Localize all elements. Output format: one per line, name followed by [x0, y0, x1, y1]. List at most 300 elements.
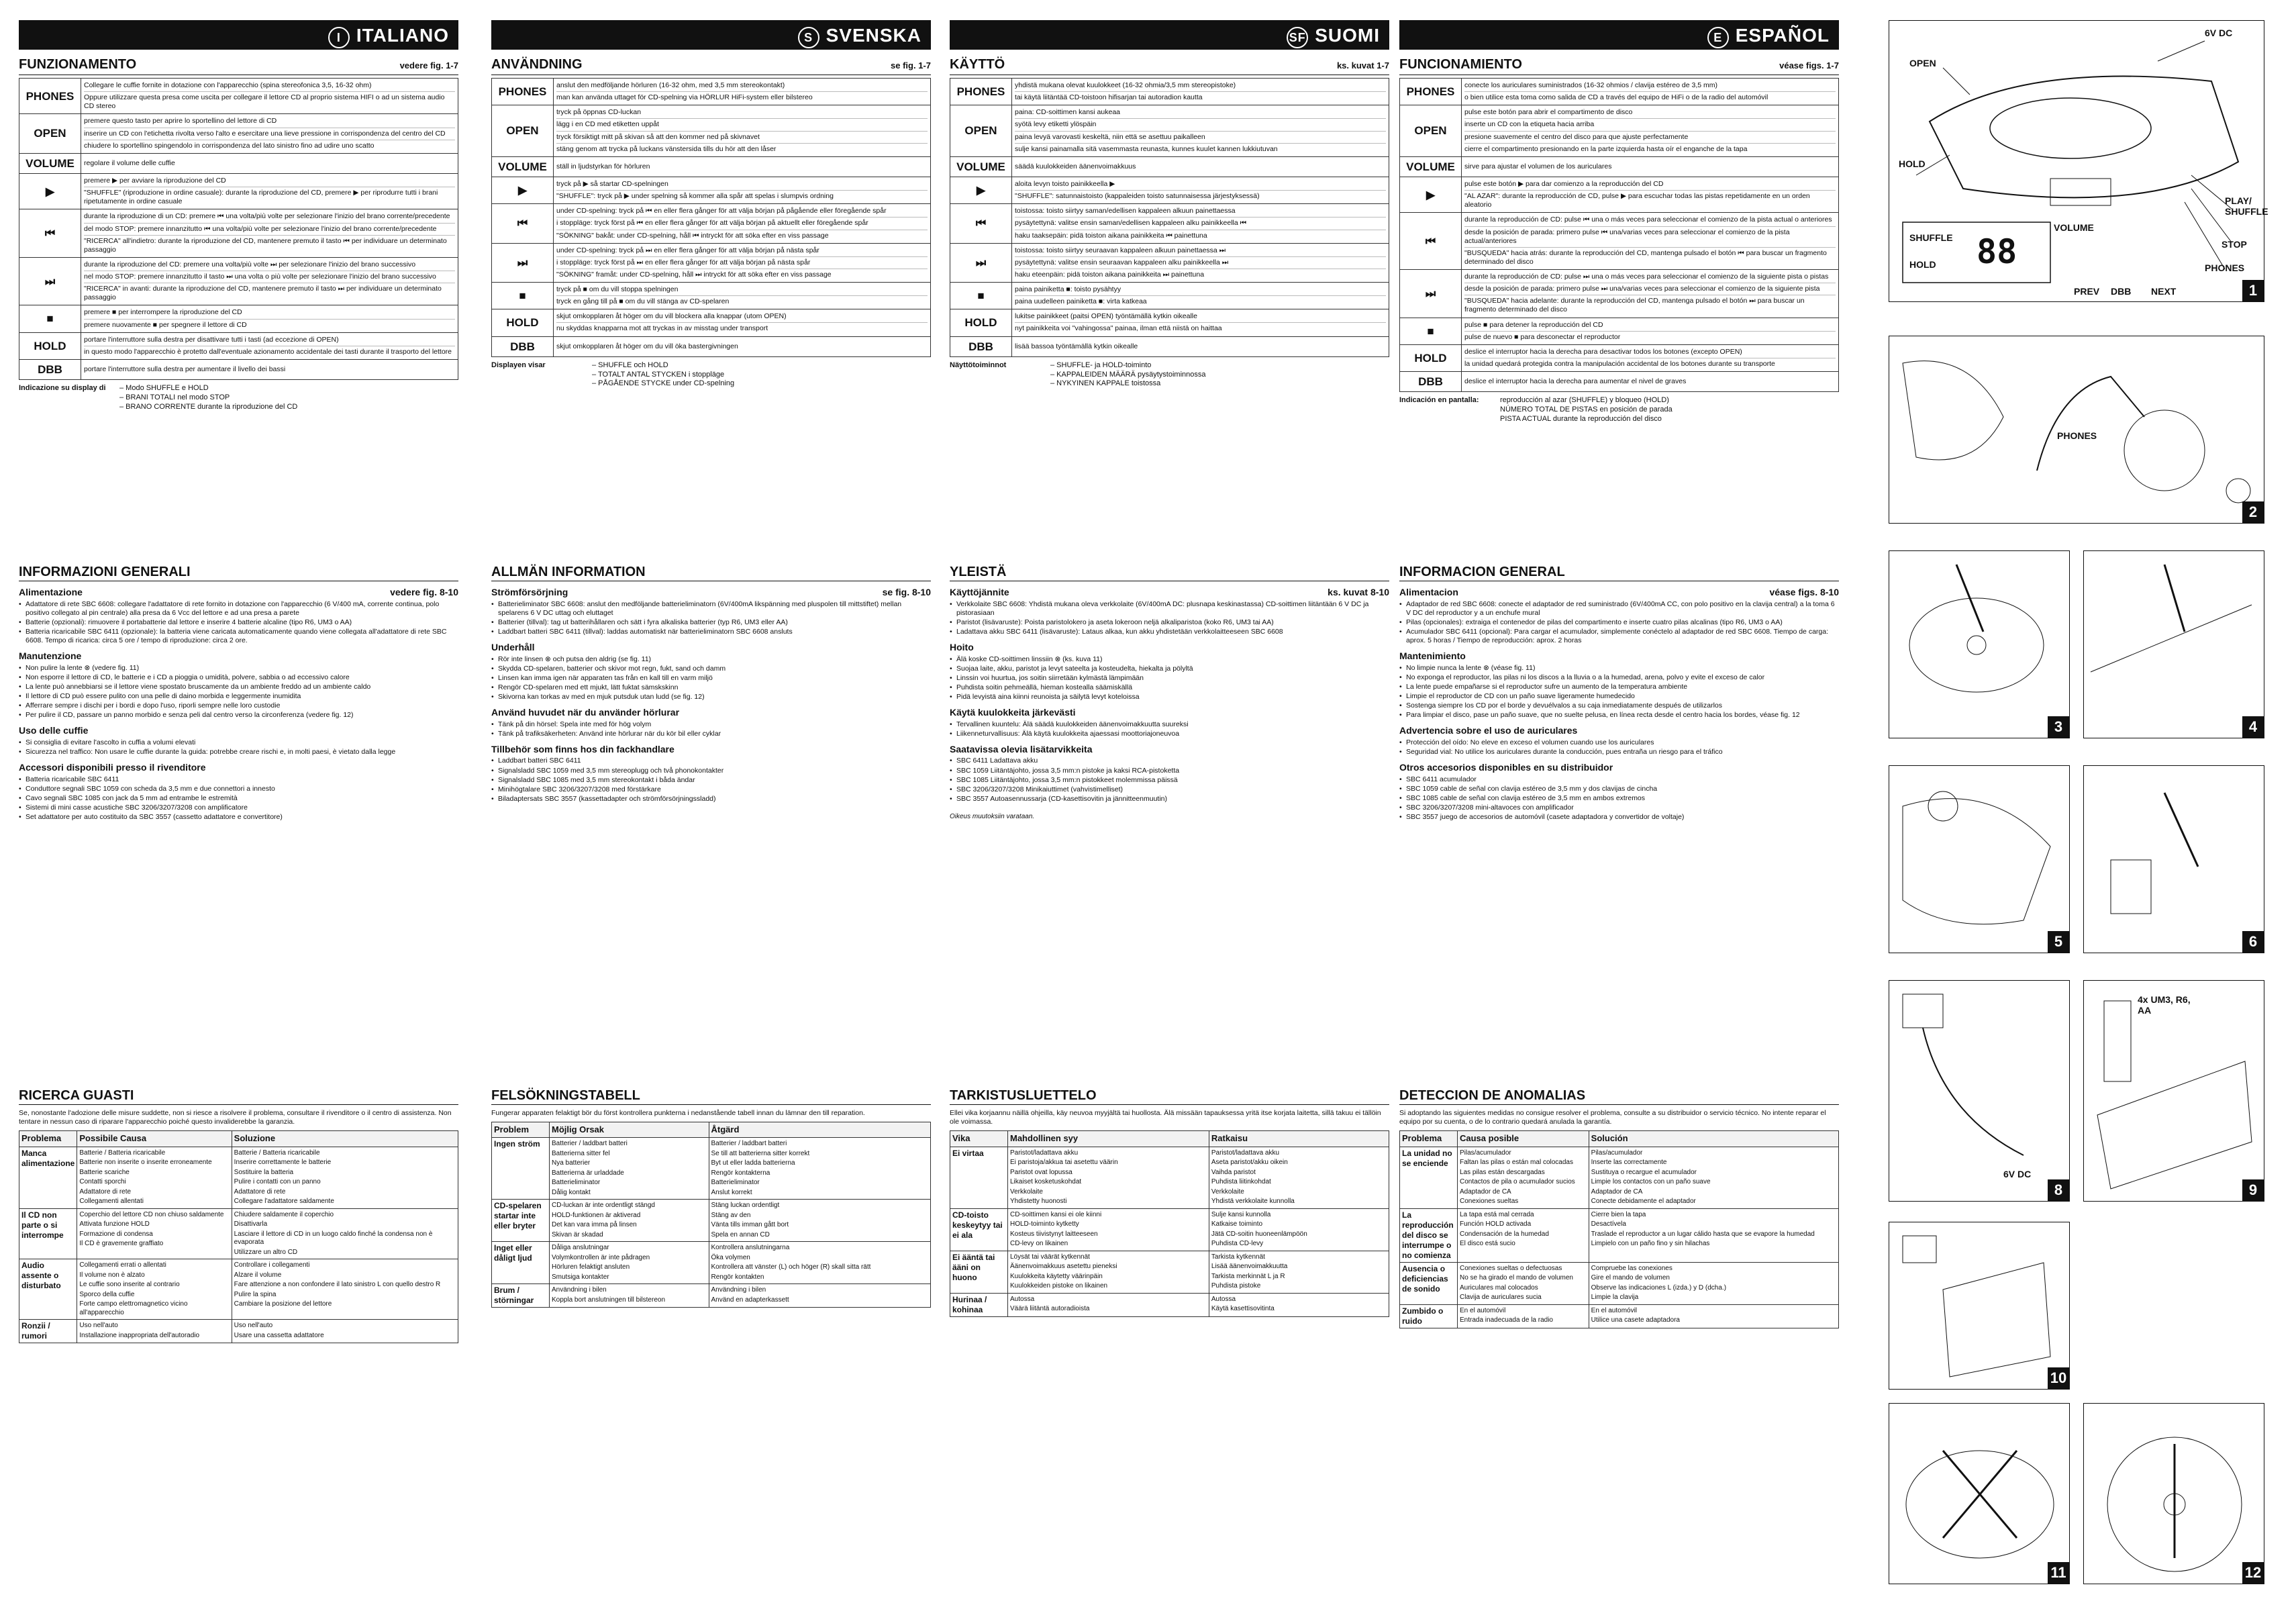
cause-cell [1458, 1147, 1589, 1208]
solution-cell [1589, 1262, 1838, 1304]
troubleshooting-header [950, 1131, 1389, 1147]
control-description [554, 336, 931, 356]
troubleshooting-column-header: Problema [19, 1131, 77, 1147]
control-description [1012, 204, 1389, 243]
solution-line: Jätä CD-soitin huoneenlämpöön [1211, 1230, 1307, 1238]
general-item: • Pilas (opcionales): extraiga el contenedor de pilas del compartimento e inserte cuatro pilas alcalinas (tipo R6, UM3 o AA) [1399, 618, 1839, 627]
troubleshooting-row [1400, 1304, 1839, 1328]
control-description [1012, 156, 1389, 177]
control-key: PHONES [19, 79, 81, 114]
cause-line: Conexiones sueltas [1460, 1198, 1519, 1205]
general-subheading [1399, 725, 1839, 737]
solution-line: Vaihda paristot [1211, 1168, 1256, 1176]
cause-line: Autossa [1010, 1295, 1035, 1303]
display-line: – NYKYINEN KAPPALE toistossa [1050, 379, 1161, 388]
language-column [1399, 20, 1839, 1588]
figure-2 [1889, 336, 2264, 524]
general-item: • Linsen kan imma igen när apparaten tas från en kall till en varm miljö [491, 674, 931, 683]
cause-line: Paristot ovat lopussa [1010, 1168, 1072, 1176]
control-description [554, 156, 931, 177]
controls-table [1399, 78, 1839, 392]
troubleshooting-title: RICERCA GUASTI [19, 1087, 458, 1105]
control-description [1462, 318, 1839, 344]
control-line: tryck på ▶ så startar CD-spelningen [556, 179, 928, 191]
general-item: • Signalsladd SBC 1059 med 3,5 mm stereoplugg och två phonokontakter [491, 767, 931, 775]
control-description [81, 79, 458, 114]
control-key: ▶ [19, 174, 81, 209]
control-row [950, 309, 1389, 336]
general-list [950, 720, 1389, 738]
solution-cell [232, 1320, 458, 1343]
troubleshooting-row [950, 1293, 1389, 1316]
language-name: ITALIANO [356, 25, 449, 46]
control-key: ⏭ [1400, 270, 1462, 318]
general-subheading [950, 744, 1389, 756]
solution-line: Kontrollera att vänster (L) och höger (R) skall sitta rätt [711, 1263, 871, 1271]
control-line: durante la reproducción de CD: pulse ⏭ una o más veces para seleccionar el comienzo de la siguiente pista o pistas [1464, 271, 1836, 283]
cause-line: Det kan vara imma på linsen [552, 1221, 637, 1229]
control-row [19, 114, 458, 153]
solution-line: Desactívela [1591, 1220, 1626, 1228]
cause-line: Conexiones sueltas o defectuosas [1460, 1264, 1562, 1272]
general-list [19, 600, 458, 646]
control-key: HOLD [950, 309, 1012, 336]
control-line: lägg i en CD med etiketten uppåt [556, 119, 928, 131]
subheading-ref: vedere fig. 8-10 [390, 587, 458, 597]
solution-cell [1589, 1208, 1838, 1262]
cause-line: Condensación de la humedad [1460, 1230, 1549, 1238]
display-info [19, 384, 458, 411]
control-line: haku eteenpäin: pidä toiston aikana painikkeita ⏭ painettuna [1015, 270, 1205, 279]
control-line: tryck en gång till på ■ om du vill stänga av CD-spelaren [556, 297, 730, 306]
operation-figure-ref: vedere fig. 1-7 [399, 60, 458, 70]
control-line: "RICERCA" in avanti: durante la riproduzione del CD, mantenere premuto il tasto ⏭ per individuare un determinato passaggio [84, 285, 442, 302]
control-key: VOLUME [492, 156, 554, 177]
troubleshooting-row [1400, 1208, 1839, 1262]
cause-cell [550, 1200, 709, 1242]
solution-line: Batterier / laddbart batteri [711, 1140, 787, 1148]
control-line: paina: CD-soittimen kansi aukeaa [1015, 107, 1386, 119]
control-row [19, 305, 458, 332]
operation-section [1399, 20, 1839, 550]
label-hold-display: HOLD [1909, 259, 1936, 270]
general-item: • SBC 3206/3207/3208 mini-altavoces con amplificador [1399, 804, 1839, 812]
figure-12 [2083, 1403, 2264, 1584]
control-row [19, 153, 458, 173]
troubleshooting-table [491, 1122, 931, 1308]
label-phones: PHONES [2205, 262, 2245, 273]
control-line: desde la posición de parada: primero pulse ⏮ una/varias veces para seleccionar el comienzo de la pista actual/anteriores [1464, 227, 1836, 248]
label-stop: STOP [2222, 239, 2247, 250]
cause-cell [1008, 1293, 1209, 1316]
control-key: DBB [950, 336, 1012, 356]
cause-line: Batterieliminator [552, 1179, 601, 1187]
general-item: • SBC 3557 juego de accesorios de automóvil (casete adaptadora y convertidor de voltaje) [1399, 813, 1839, 822]
cause-line: Smutsiga kontakter [552, 1273, 609, 1281]
troubleshooting-row [950, 1251, 1389, 1293]
label-open: OPEN [1909, 58, 1936, 68]
control-line: cierre el compartimento presionando en la parte izquierda hasta oír el enganche de la tapa [1464, 144, 1748, 153]
solution-line: Öka volymen [711, 1253, 750, 1261]
control-row [1400, 270, 1839, 318]
figure-number: 3 [2048, 716, 2069, 738]
control-line: ställ in ljudstyrkan för hörluren [556, 162, 650, 171]
control-row [492, 204, 931, 243]
control-row [1400, 213, 1839, 270]
control-line: durante la reproducción de CD: pulse ⏮ una o más veces para seleccionar el comienzo de la pista actual o anteriores [1464, 214, 1836, 226]
operation-figure-ref: ks. kuvat 1-7 [1336, 60, 1389, 70]
figure-11-drawing [1889, 1404, 2070, 1585]
cause-line: Paristot/ladattava akku [1010, 1149, 1079, 1157]
language-banner [950, 20, 1389, 50]
control-key: ■ [1400, 318, 1462, 344]
control-row [19, 209, 458, 258]
label-next: NEXT [2151, 286, 2177, 297]
troubleshooting-title: DETECCION DE ANOMALIAS [1399, 1087, 1839, 1105]
control-line: deslice el interruptor hacia la derecha para desactivar todos los botones (excepto OPEN) [1464, 346, 1836, 358]
cause-line: Dåliga anslutningar [552, 1244, 609, 1252]
general-item: • SBC 1059 cable de señal con clavija estéreo de 3,5 mm y dos clavijas de cincha [1399, 785, 1839, 793]
general-item: • Batterier (tillval): tag ut batterihållaren och sätt i fyra alkaliska batterier (typ R6, UM3 eller AA) [491, 618, 931, 627]
cause-line: Äänenvoimakkuus asetettu pieneksi [1010, 1263, 1117, 1270]
figure-8 [1889, 980, 2070, 1202]
control-line: Collegare le cuffie fornite in dotazione con l'apparecchio (spina stereofonica 3,5, 16-32 ohm) [84, 80, 455, 92]
general-item: • Set adattatore per auto costituito da SBC 3557 (cassetto adattatore e convertitore) [19, 813, 458, 822]
control-row [1400, 79, 1839, 105]
control-line: portare l'interruttore sulla destra per aumentare il livello dei bassi [84, 365, 286, 373]
control-line: aloita levyn toisto painikkeella ▶ [1015, 179, 1386, 191]
control-description [81, 153, 458, 173]
general-item: • Ladattava akku SBC 6411 (lisävaruste): Lataus alkaa, kun akku yhdistetään verkkolaitteeseen SBC 6608 [950, 628, 1389, 636]
control-line: "RICERCA" all'indietro: durante la riproduzione del CD, mantenere premuto il tasto ⏮ per individuare un determinato passaggio [84, 236, 447, 254]
cause-line: Formazione di condensa [79, 1230, 153, 1238]
control-line: pulse este botón para abrir el compartimento de disco [1464, 107, 1836, 119]
control-line: paina uudelleen painiketta ■: virta katkeaa [1015, 297, 1147, 306]
display-info [491, 361, 931, 389]
control-row [19, 332, 458, 359]
language-banner [19, 20, 458, 50]
control-line: lisää bassoa työntämällä kytkin oikealle [1015, 342, 1138, 350]
cause-cell [550, 1284, 709, 1308]
cause-line: Volymkontrollen är inte pådragen [552, 1253, 650, 1261]
solution-line: Puhdista pistoke [1211, 1282, 1261, 1290]
subheading-text: Käyttöjännite [950, 587, 1009, 597]
cause-line: Coperchio del lettore CD non chiuso saldamente [79, 1210, 224, 1218]
cause-line: Kuulokkeita käytetty väärinpäin [1010, 1272, 1103, 1280]
general-item: • Skydda CD-spelaren, batterier och skivor mot regn, fukt, sand och damm [491, 665, 931, 673]
cause-line: Función HOLD activada [1460, 1220, 1532, 1228]
control-line: nu skyddas knapparna mot att tryckas in av misstag under transport [556, 324, 768, 333]
solution-line: Batterie / Batteria ricaricabile [234, 1149, 320, 1157]
control-line: conecte los auriculares suministrados (16-32 ohmios / clavija estéreo de 3,5 mm) [1464, 80, 1836, 92]
general-subheading [491, 587, 931, 599]
solution-line: Se till att batterierna sitter korrekt [711, 1149, 810, 1157]
control-line: stäng genom att trycka på luckans vänstersida tills du hör att den låser [556, 144, 777, 153]
solution-line: Sulje kansi kunnolla [1211, 1210, 1271, 1218]
general-list [1399, 738, 1839, 757]
operation-title: KÄYTTÖ [950, 57, 1005, 72]
cause-cell [1458, 1262, 1589, 1304]
control-line: inserire un CD con l'etichetta rivolta verso l'alto e esercitare una lieve pressione in corrispondenza del centro del CD [84, 128, 455, 140]
general-item: • Non esporre il lettore di CD, le batterie e i CD a pioggia o umidità, polvere, sabbia o ad eccessivo calore [19, 673, 458, 682]
cause-line: Likaiset kosketuskohdat [1010, 1178, 1082, 1185]
general-subheading [950, 642, 1389, 654]
general-list [491, 757, 931, 804]
label-shuffle: SHUFFLE [1909, 232, 1953, 243]
cause-line: Sporco della cuffie [79, 1290, 135, 1298]
general-subheading [1399, 762, 1839, 774]
general-subheading [491, 707, 931, 719]
control-description [81, 174, 458, 209]
general-item: • Si consiglia di evitare l'ascolto in cuffia a volumi elevati [19, 738, 458, 747]
general-item: • Puhdista soitin pehmeällä, hieman kostealla säämiskällä [950, 683, 1389, 692]
solution-line: Sustituya o recargue el acumulador [1591, 1168, 1697, 1176]
solution-line: Tarkista merkinnät L ja R [1211, 1272, 1285, 1280]
problem-cell: Ronzii / rumori [19, 1320, 77, 1343]
label-play-shuffle: PLAY/ SHUFFLE [2225, 195, 2268, 217]
cause-line: Pilas/acumulador [1460, 1149, 1511, 1157]
control-description [81, 209, 458, 258]
general-section [1399, 564, 1839, 1074]
figure-6-drawing [2084, 766, 2265, 954]
cause-line: Batterierna sitter fel [552, 1149, 610, 1157]
control-line: "SHUFFLE": satunnaistoisto (kappaleiden toisto satunnaisessa järjestyksessä) [1015, 192, 1260, 201]
change-note: Oikeus muutoksiin varataan. [950, 813, 1035, 820]
general-item: • Per pulire il CD, passare un panno morbido e senza peli dal centro verso la circonferenza (vedere fig. 12) [19, 711, 458, 720]
cause-cell [1008, 1147, 1209, 1208]
problem-cell: Inget eller dåligt ljud [492, 1242, 550, 1284]
cause-line: Contatti sporchi [79, 1178, 126, 1185]
control-description [1462, 79, 1839, 105]
troubleshooting-column-header: Solución [1589, 1131, 1838, 1147]
control-row [19, 257, 458, 305]
solution-line: Katkaise toiminto [1211, 1220, 1263, 1228]
control-key: ⏭ [950, 243, 1012, 282]
problem-cell: Audio assente o disturbato [19, 1259, 77, 1320]
solution-line: Adaptador de CA [1591, 1188, 1643, 1196]
control-description [554, 283, 931, 309]
solution-line: Lisää äänenvoimakkuutta [1211, 1263, 1288, 1270]
control-line: pysäytettynä: valitse ensin saman/edellisen kappaleen alku painikkeella ⏮ [1015, 217, 1386, 230]
general-item: • Tänk på din hörsel: Spela inte med för hög volym [491, 720, 931, 729]
language-column [491, 20, 931, 1588]
cause-line: En el automóvil [1460, 1306, 1506, 1314]
control-row [492, 283, 931, 309]
control-row [492, 156, 931, 177]
subheading-text: Käytä kuulokkeita järkevästi [950, 707, 1076, 718]
control-line: del modo STOP: premere innanzitutto ⏮ una volta/più volte per selezionare l'inizio del brano corrente/precedente [84, 224, 455, 236]
control-line: pulse este botón ▶ para dar comienzo a la reproducción del CD [1464, 179, 1836, 191]
label-6vdc: 6V DC [2205, 28, 2233, 38]
operation-section [19, 20, 458, 550]
troubleshooting-column-header: Soluzione [232, 1131, 458, 1147]
subheading-text: Hoito [950, 642, 974, 652]
general-subheading [491, 744, 931, 756]
solution-line: Anslut korrekt [711, 1188, 752, 1196]
label-batteries: 4x UM3, R6, AA [2138, 994, 2191, 1016]
control-line: premere questo tasto per aprire lo sportellino del lettore di CD [84, 115, 455, 128]
cause-line: Skivan är skadad [552, 1230, 603, 1239]
figure-8-drawing [1889, 981, 2070, 1202]
control-line: desde la posición de parada: primero pulse ⏭ una/varias veces para seleccionar el comienzo de la siguiente pista [1464, 283, 1836, 295]
subheading-text: Underhåll [491, 642, 535, 652]
control-line: chiudere lo sportellino spingendolo in corrispondenza del lato sinistro fino ad udire uno scatto [84, 141, 375, 150]
troubleshooting-row [1400, 1147, 1839, 1208]
solution-line: Limpie la clavija [1591, 1294, 1639, 1301]
figure-11 [1889, 1403, 2070, 1584]
general-item: • Paristot (lisävaruste): Poista paristolokero ja aseta lokeroon neljä alkaliparistoa (koko R6, UM3 tai AA) [950, 618, 1389, 627]
control-line: "AL AZAR": durante la reproducción de CD, pulse ▶ para escuchar todas las pistas repetidamente en un orden aleatorio [1464, 192, 1810, 209]
control-description [1012, 243, 1389, 282]
control-line: sirve para ajustar el volumen de los auriculares [1464, 162, 1612, 171]
figure-3-drawing [1889, 551, 2070, 739]
subheading-ref: véase figs. 8-10 [1769, 587, 1839, 597]
problem-cell: Hurinaa / kohinaa [950, 1293, 1008, 1316]
cause-line: Verkkolaite [1010, 1188, 1043, 1196]
general-title: YLEISTÄ [950, 564, 1389, 581]
control-key: ■ [19, 305, 81, 332]
general-subheading [1399, 650, 1839, 663]
cause-line: Le cuffie sono inserite al contrario [79, 1281, 180, 1288]
general-item: • Conduttore segnali SBC 1059 con scheda da 3,5 mm e due connettori a innesto [19, 785, 458, 793]
operation-title: FUNZIONAMENTO [19, 57, 137, 72]
general-item: • Afferrare sempre i dischi per i bordi e dopo l'uso, riporli sempre nelle loro custodie [19, 701, 458, 710]
language-title [1707, 23, 1830, 48]
cause-cell [1008, 1251, 1209, 1293]
general-item: • Signalsladd SBC 1085 med 3,5 mm stereokontakt i båda ändar [491, 776, 931, 785]
general-title: INFORMAZIONI GENERALI [19, 564, 458, 581]
solution-line: Disattivarla [234, 1220, 268, 1228]
language-title [798, 23, 921, 48]
general-section [19, 564, 458, 1074]
operation-figure-ref: se fig. 1-7 [891, 60, 931, 70]
control-row [492, 79, 931, 105]
display-line: – PÅGÅENDE STYCKE under CD-spelning [592, 379, 735, 388]
general-title: INFORMACION GENERAL [1399, 564, 1839, 581]
figure-12-drawing [2084, 1404, 2265, 1585]
general-item: • Adaptador de red SBC 6608: conecte el adaptador de red suministrado (6V/400mA CC, con polo positivo en la clavija central) a la toma 6 V DC del reproductor y a un enchufe mural [1399, 600, 1839, 618]
control-description [81, 359, 458, 379]
solution-cell [1209, 1147, 1389, 1208]
control-key: ⏮ [1400, 213, 1462, 270]
general-item: • Non pulire la lente ⊗ (vedere fig. 11) [19, 664, 458, 673]
cause-line: Il volume non è alzato [79, 1271, 145, 1279]
control-line: under CD-spelning: tryck på ⏭ en eller flera gånger för att välja början på nästa spår [556, 245, 928, 257]
cause-line: Ei paristoja/akkua tai asetettu väärin [1010, 1159, 1118, 1166]
control-key: PHONES [492, 79, 554, 105]
control-row [1400, 344, 1839, 371]
troubleshooting-intro: Si adoptando las siguientes medidas no consigue resolver el problema, consulte a su distribuidor o servicio técnico. No intente reparar el equipo por su cuenta, o de lo contrario quedará anulada la garantía. [1399, 1109, 1826, 1126]
solution-line: Använd en adapterkassett [711, 1296, 789, 1304]
display-line: – SHUFFLE och HOLD [592, 360, 668, 369]
solution-line: Inserire correttamente le batterie [234, 1159, 332, 1166]
problem-cell: Brum / störningar [492, 1284, 550, 1308]
solution-line: Chiudere saldamente il coperchio [234, 1210, 334, 1218]
control-description [554, 204, 931, 243]
troubleshooting-row [950, 1208, 1389, 1251]
figure-number: 4 [2242, 716, 2264, 738]
troubleshooting-section [491, 1087, 931, 1588]
problem-cell: CD-toisto keskeytyy tai ei ala [950, 1208, 1008, 1251]
cause-line: Löysät tai väärät kytkennät [1010, 1253, 1090, 1261]
cause-line: El disco está sucio [1460, 1240, 1515, 1247]
operation-section [491, 20, 931, 550]
troubleshooting-row [19, 1208, 458, 1259]
troubleshooting-header [19, 1131, 458, 1147]
cause-cell [1458, 1304, 1589, 1328]
general-item: • Laddbart batteri SBC 6411 [491, 757, 931, 765]
control-line: premere ▶ per avviare la riproduzione del CD [84, 175, 455, 187]
figure-number: 11 [2048, 1562, 2069, 1584]
cause-line: Uso nell'auto [79, 1322, 118, 1329]
controls-table [491, 78, 931, 357]
control-line: haku taaksepäin: pidä toiston aikana painikkeita ⏮ painettuna [1015, 231, 1207, 240]
label-6vdc-fig8: 6V DC [2003, 1169, 2032, 1179]
troubleshooting-intro: Se, nonostante l'adozione delle misure suddette, non si riesce a risolvere il problema, consultare il rivenditore o il centro di assistenza. Non tentare in nessun caso di riparare l'apparecchio poiché questo invaliderebbe la garanzia. [19, 1109, 452, 1126]
language-code: I [328, 27, 350, 48]
cause-line: Clavija de auriculares sucia [1460, 1294, 1542, 1301]
display-line: PISTA ACTUAL durante la reproducción del disco [1500, 414, 1662, 423]
general-list [1399, 600, 1839, 646]
solution-line: Traslade el reproductor a un lugar cálido hasta que se evapore la humedad [1591, 1230, 1815, 1238]
general-list [491, 655, 931, 702]
control-line: portare l'interruttore sulla destra per disattivare tutti i tasti (ad eccezione di OPEN) [84, 334, 455, 346]
general-item: • Sicurezza nel traffico: Non usare le cuffie durante la guida: potrebbe creare rischi e, in molti paesi, è vietato dalla legge [19, 748, 458, 757]
problem-cell: CD-spelaren startar inte eller bryter [492, 1200, 550, 1242]
solution-line: Rengör kontakterna [711, 1169, 770, 1177]
control-key: HOLD [1400, 344, 1462, 371]
general-item: • Tervallinen kuuntelu: Älä säädä kuulokkeiden äänenvoimakkuutta suureksi [950, 720, 1389, 729]
problem-cell: Il CD non parte o si interrompe [19, 1208, 77, 1259]
solution-line: Verkkolaite [1211, 1188, 1244, 1196]
general-item: • Batteria ricaricabile SBC 6411 (opzionale): la batteria viene caricata automaticamente quando viene collegata all'adattatore di rete SBC 6608. Tempo di ricarica: circa 5 ore / tempo di riproduzione: circa 2 ore. [19, 628, 458, 645]
general-list [491, 600, 931, 637]
general-item: • SBC 1059 Liitäntäjohto, jossa 3,5 mm:n pistoke ja kaksi RCA-pistoketta [950, 767, 1389, 775]
control-key: DBB [19, 359, 81, 379]
display-label: Indicación en pantalla: [1399, 396, 1479, 405]
cause-line: Collegamenti errati o allentati [79, 1261, 166, 1269]
solution-line: Uso nell'auto [234, 1322, 273, 1329]
display-lines [1050, 361, 1206, 389]
troubleshooting-row [492, 1138, 931, 1200]
language-title [328, 23, 449, 48]
general-item: • Liikenneturvallisuus: Älä käytä kuulokkeita ajaessasi moottoriajoneuvoa [950, 730, 1389, 738]
cause-line: No se ha girado el mando de volumen [1460, 1274, 1573, 1281]
control-line: yhdistä mukana olevat kuulokkeet (16-32 ohmia/3,5 mm stereopistoke) [1015, 80, 1386, 92]
operation-heading [950, 56, 1389, 75]
general-item: • SBC 3206/3207/3208 Minikaiuttimet (vahvistimelliset) [950, 785, 1389, 794]
troubleshooting-column-header: Problem [492, 1122, 550, 1138]
solution-cell [1589, 1304, 1838, 1328]
display-label: Indicazione su display di [19, 384, 106, 393]
control-description [1012, 336, 1389, 356]
control-row [950, 177, 1389, 204]
control-key: ⏭ [19, 257, 81, 305]
figure-1 [1889, 20, 2268, 302]
control-row [1400, 372, 1839, 392]
general-item: • Limpie el reproductor de CD con un paño suave ligeramente humedecido [1399, 692, 1839, 701]
solution-line: Autossa [1211, 1295, 1236, 1303]
troubleshooting-title: FELSÖKNINGSTABELL [491, 1087, 931, 1105]
control-line: nel modo STOP: premere innanzitutto il tasto ⏭ una volta o più volte per selezionare l'inizio del brano successivo [84, 271, 455, 283]
control-row [492, 243, 931, 282]
general-section [950, 564, 1389, 1074]
general-item: • Sistemi di mini casse acustiche SBC 3206/3207/3208 con amplificatore [19, 804, 458, 812]
solution-line: Observe las indicaciones L (izda.) y D (dcha.) [1591, 1283, 1727, 1292]
general-item: • Sostenga siempre los CD por el borde y devuélvalos a su caja inmediatamente después de utilizarlos [1399, 701, 1839, 710]
figure-10 [1889, 1222, 2070, 1390]
cause-line: Il CD è gravemente graffiato [79, 1240, 164, 1247]
